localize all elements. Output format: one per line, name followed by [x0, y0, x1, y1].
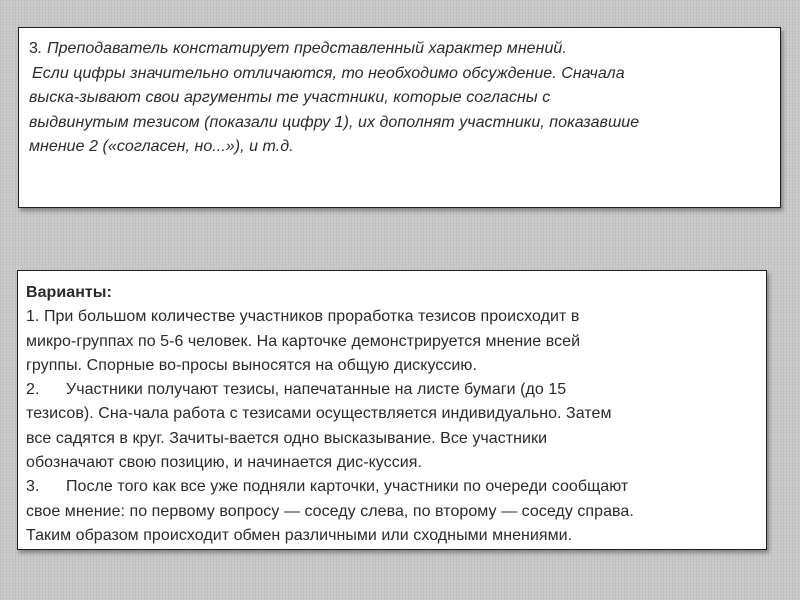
step-number: 3 — [29, 40, 38, 57]
paragraph-line: все садятся в круг. Зачиты-вается одно высказывание. Все участники — [26, 429, 548, 447]
variant-3-text: После того как все уже подняли карточки, участники по очереди сообщают — [66, 478, 629, 496]
variant-3-line — [26, 475, 760, 499]
paragraph-line: обозначают свою позицию, и начинается дис-куссия. — [26, 454, 422, 472]
list-number: 3. — [26, 478, 40, 496]
paragraph-line: группы. Спорные во-просы выносятся на общую дискуссию. — [26, 356, 477, 374]
paragraph-line: Таким образом происходит обмен различными или сходными мнениями. — [26, 526, 573, 544]
step-3-text-box — [18, 27, 781, 208]
paragraph-line: выска-зывают свои аргументы те участники, которые согласны с — [29, 89, 551, 106]
list-number: 2. — [26, 381, 40, 399]
paragraph-line: Если цифры значительно отличаются, то необходимо обсуждение. Сначала — [32, 64, 625, 82]
step-3-title-line — [29, 37, 772, 62]
variants-heading: Варианты: — [26, 284, 112, 301]
paragraph-line: свое мнение: по первому вопросу — соседу слева, по второму — соседу справа. — [26, 502, 634, 520]
paragraph-line: тезисов). Сна-чала работа с тезисами осуществляется индивидуально. Затем — [26, 405, 612, 423]
variants-text-box — [17, 270, 767, 550]
variant-2-line — [26, 378, 760, 402]
paragraph-line: микро-группах по 5-6 человек. На карточке демонстрируется мнение всей — [26, 332, 581, 350]
step-3-title: . Преподаватель констатирует представленный характер мнений. — [37, 40, 567, 57]
variant-2-text: Участники получают тезисы, напечатанные на листе бумаги (до 15 — [66, 381, 567, 399]
paragraph-line: 1. При большом количестве участников проработка тезисов происходит в — [26, 308, 580, 326]
paragraph-line: выдвинутым тезисом (показали цифру 1), их дополнят участники, показавшие — [29, 113, 640, 131]
paragraph-line: мнение 2 («согласен, но...»), и т.д. — [29, 138, 294, 155]
